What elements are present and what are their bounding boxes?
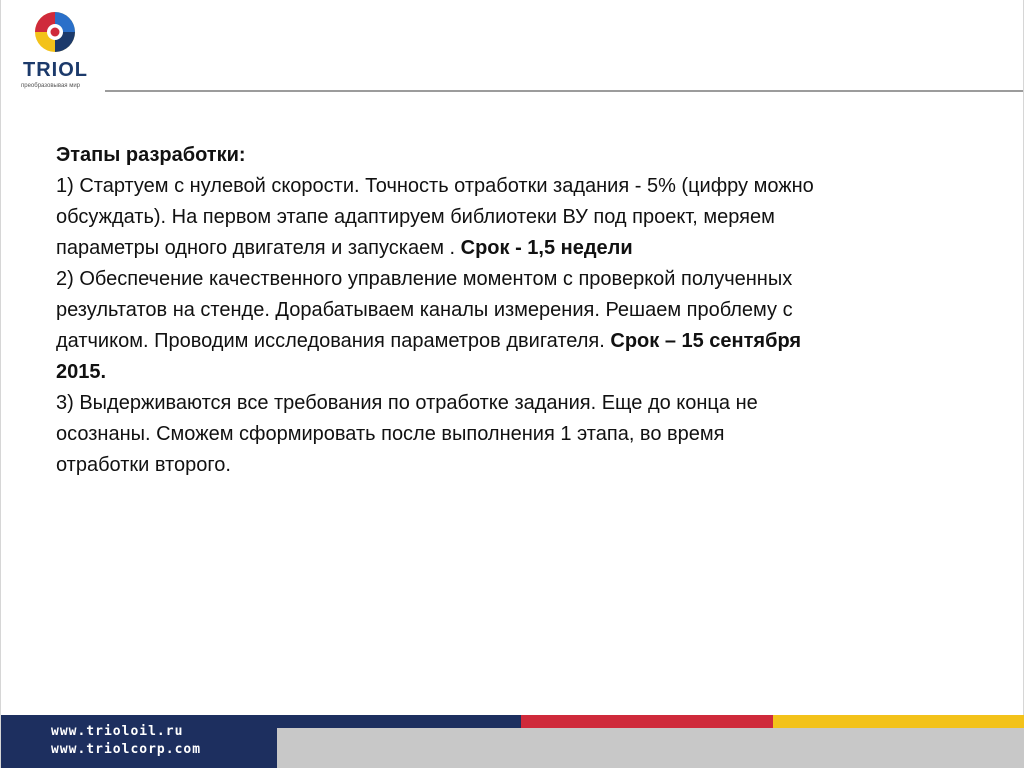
footer-gray-block bbox=[277, 728, 1024, 768]
footer-stripe-yellow bbox=[773, 715, 1024, 728]
content-heading: Этапы разработки: bbox=[56, 144, 246, 166]
triol-logo bbox=[15, 10, 105, 90]
footer-link-triolcorp[interactable]: www.triolcorp.com bbox=[51, 742, 202, 757]
stage-1-text: 1) Стартуем с нулевой скорости. Точность отработки задания - 5% (цифру можно обсуждать). На первом этапе адаптируем библиотеки ВУ под проект, меряем параметры одного двигателя и запускаем . bbox=[56, 175, 814, 259]
triol-logo-mark-icon bbox=[33, 10, 77, 54]
stage-1-paragraph bbox=[56, 171, 816, 264]
slide-content bbox=[56, 140, 816, 481]
logo-text: TRIOL bbox=[23, 59, 88, 81]
stage-1-deadline: Срок - 1,5 недели bbox=[460, 237, 633, 259]
stage-2-paragraph bbox=[56, 264, 816, 388]
stage-2-deadline: Срок – 15 сентября 2015. bbox=[56, 330, 802, 383]
footer-stripe-red bbox=[521, 715, 773, 728]
logo-tagline: преобразовывая мир bbox=[21, 83, 81, 89]
stage-2-text: 2) Обеспечение качественного управление моментом с проверкой полученных результатов на стенде. Дорабатываем каналы измерения. Решаем проблему с датчиком. Проводим исследования параметров двигателя. bbox=[56, 268, 793, 352]
footer-link-trioloil[interactable]: www.trioloil.ru bbox=[51, 724, 184, 739]
header-divider bbox=[105, 90, 1023, 92]
stage-3-paragraph: 3) Выдерживаются все требования по отработке задания. Еще до конца не осознаны. Сможем сформировать после выполнения 1 этапа, во время отработки второго. bbox=[56, 392, 758, 476]
